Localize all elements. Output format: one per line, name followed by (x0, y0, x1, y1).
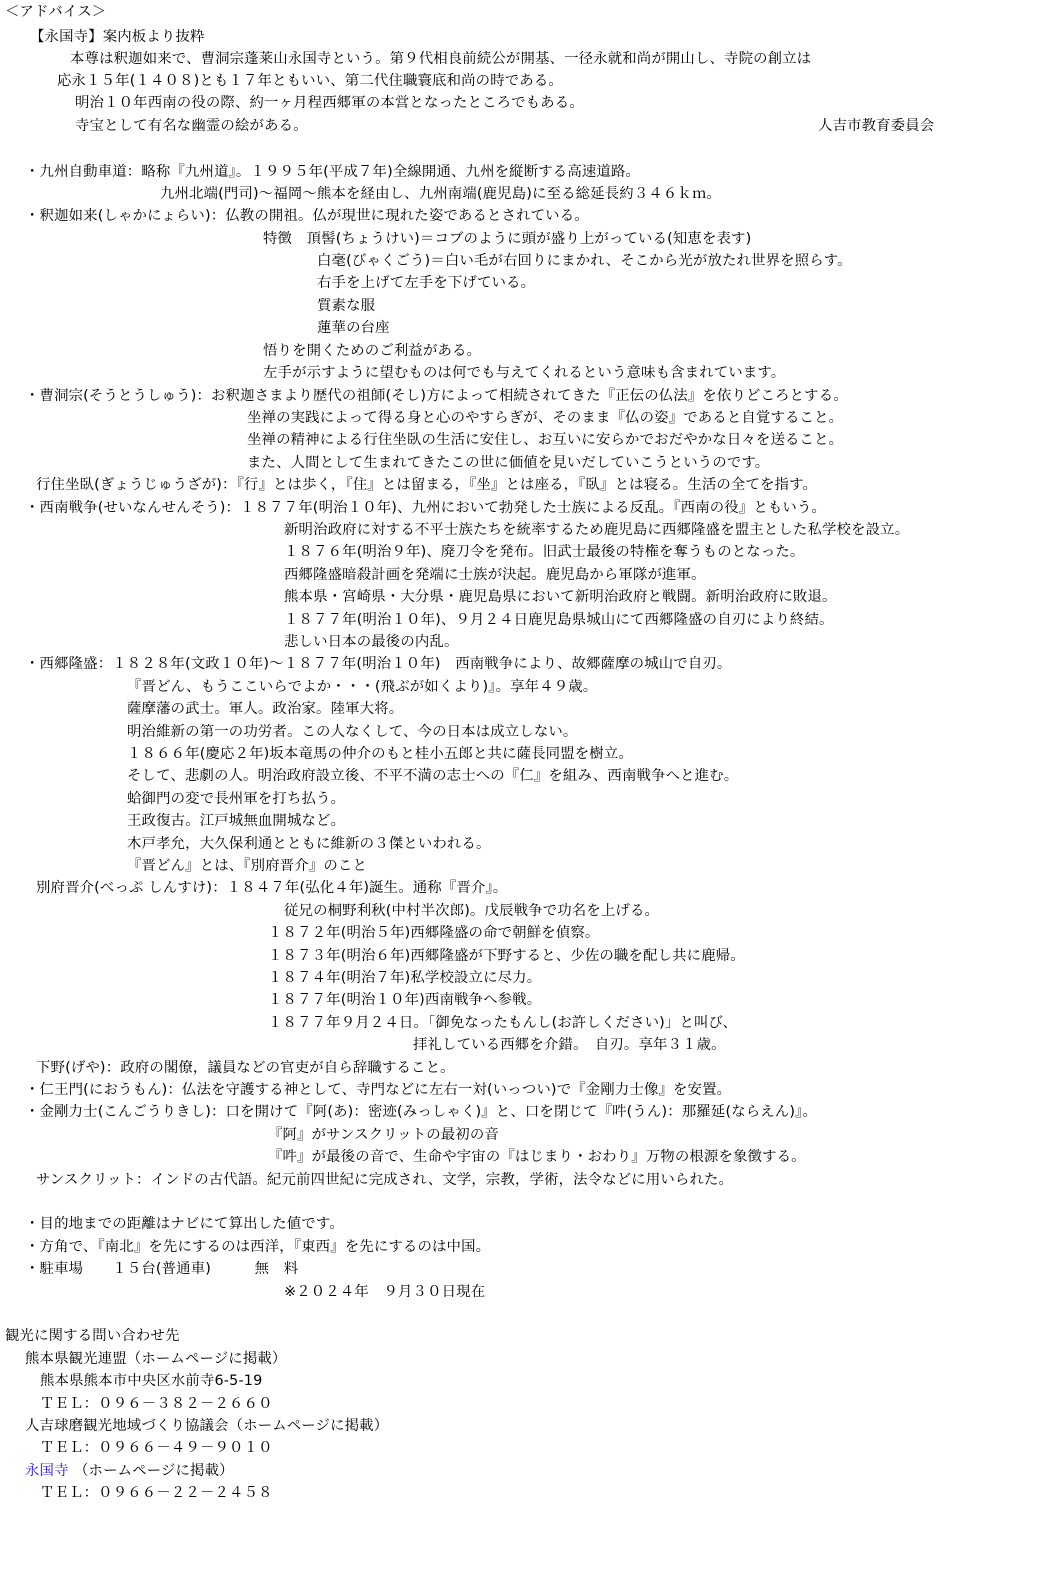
org2-name: 人吉球磨観光地域づくり協議会（ホームページに掲載） (25, 1418, 389, 1434)
note-line: 特徴 頂髻(ちょうけい)＝コブのように頭が盛り上がっている(知恵を表す) (263, 231, 752, 247)
note-line: 蓮華の台座 (317, 320, 390, 336)
note-line: ・釈迦如来(しゃかにょらい)：仏教の開祖。仏が現世に現れた姿であるとされている。 (25, 208, 589, 224)
contacts-heading: 観光に関する問い合わせ先 (5, 1328, 180, 1344)
note-line: 坐禅の実践によって得る身と心のやすらぎが、そのまま『仏の姿』であると自覚すること。 (247, 410, 844, 426)
note-line: ・西郷隆盛：１８２８年(文政１０年)～１８７７年(明治１０年) 西南戦争により、故郷薩摩の城山で自刃。 (25, 656, 732, 672)
note-line: 下野(げや)：政府の閣僚，議員などの官吏が自ら辞職すること。 (36, 1060, 455, 1076)
org1-name: 熊本県観光連盟（ホームページに掲載） (25, 1351, 287, 1367)
note-line: １８７６年(明治９年)、廃刀令を発布。旧武士最後の特権を奪うものとなった。 (284, 544, 805, 560)
note-line: ・曹洞宗(そうとうしゅう)：お釈迦さまより歴代の祖師(そし)方によって相続されてきた『正伝の仏法』を依りどころとする。 (25, 388, 848, 404)
eikokuji-link[interactable]: 永国寺 (25, 1463, 69, 1479)
note-line: 右手を上げて左手を下げている。 (317, 275, 536, 291)
note-line: 新明治政府に対する不平士族たちを統率するため鹿児島に西郷隆盛を盟主とした私学校を設立。 (284, 522, 910, 538)
note-line: ・西南戦争(せいなんせんそう)：１８７７年(明治１０年)、九州において勃発した士族による反乱。『西南の役』ともいう。 (25, 500, 827, 516)
note-line: 行住坐臥(ぎょうじゅうざが)：『行』とは歩く，『住』とは留まる，『坐』とは座る，『臥』とは寝る。生活の全てを指す。 (36, 477, 818, 493)
org2-tel: ＴＥＬ：０９６６－４９－９０１０ (40, 1440, 273, 1456)
note-line: 坐禅の精神による行住坐臥の生活に安住し、お互いに安らかでおだやかな日々を送ること。 (247, 432, 844, 448)
note-line: １８７４年(明治７年)私学校設立に尽力。 (268, 970, 542, 986)
note-line: 薩摩藩の武士。軍人。政治家。陸軍大将。 (127, 701, 404, 717)
note-line: 拝礼している西郷を介錯。 自刃。享年３１歳。 (413, 1037, 726, 1053)
note-line: 質素な服 (317, 298, 376, 314)
note-line: ・金剛力士(こんごうりきし)：口を開けて『阿(あ)：密迹(みっしゃく)』と、口を閉じて『吽(うん)：那羅延(ならえん)』。 (25, 1104, 818, 1120)
note-line: 蛤御門の変で長州軍を打ち払う。 (127, 791, 346, 807)
note-line: そして、悲劇の人。明治政府設立後、不平不満の志士への『仁』を組み、西南戦争へと進む。 (127, 768, 739, 784)
note-line: 九州北端(門司)～福岡～熊本を経由し、九州南端(鹿児島)に至る総延長約３４６ｋｍ。 (160, 186, 722, 202)
parking-line: ・駐車場 １５台(普通車) 無 料 (25, 1261, 299, 1277)
org3-tel: ＴＥＬ：０９６６－２２－２４５８ (40, 1485, 273, 1501)
note-line: ・仁王門(におうもん)：仏法を守護する神として、寺門などに左右一対(いっつい)で『金剛力士像』を安置。 (25, 1082, 732, 1098)
note-line: サンスクリット：インドの古代語。紀元前四世紀に完成され、文学，宗教，学術，法令などに用いられた。 (36, 1172, 734, 1188)
note-line: 明治維新の第一の功労者。この人なくして、今の日本は成立しない。 (127, 724, 578, 740)
note-line: １８７２年(明治５年)西郷隆盛の命で朝鮮を偵察。 (268, 925, 600, 941)
notice-line: 明治１０年西南の役の際、約一ヶ月程西郷軍の本営となったところでもある。 (75, 95, 584, 111)
note-line: 王政復古。江戸城無血開城など。 (127, 813, 346, 829)
note-line: 木戸孝允，大久保利通とともに維新の３傑といわれる。 (127, 836, 491, 852)
note-line: 『吽』が最後の音で、生命や宇宙の『はじまり・おわり』万物の根源を象徴する。 (268, 1149, 806, 1165)
note-line: １８７７年(明治１０年)、９月２４日鹿児島県城山にて西郷隆盛の自刃により終結。 (284, 612, 834, 628)
note-line: 別府晋介(べっぷ しんすけ)：１８４７年(弘化４年)誕生。通称『晋介』。 (36, 880, 508, 896)
notice-line: 応永１５年(１４０８)とも１７年ともいい、第二代住職寰底和尚の時である。 (57, 73, 563, 89)
as-of-date: ※２０２４年 ９月３０日現在 (284, 1284, 486, 1300)
note-line: また、人間として生まれてきたこの世に価値を見いだしていこうというのです。 (247, 455, 770, 471)
notice-signature: 人吉市教育委員会 (818, 118, 935, 134)
note-line: 従兄の桐野利秋(中村半次郎)。戊辰戦争で功名を上げる。 (284, 903, 660, 919)
note-line: 熊本県・宮崎県・大分県・鹿児島県において新明治政府と戦闘。新明治政府に敗退。 (284, 589, 837, 605)
note-line: 西郷隆盛暗殺計画を発端に士族が決起。鹿児島から軍隊が進軍。 (284, 567, 706, 583)
note-line: 『阿』がサンスクリットの最初の音 (268, 1127, 499, 1143)
remark-line: ・方角で、『南北』を先にするのは西洋，『東西』を先にするのは中国。 (25, 1239, 491, 1255)
note-line: ・九州自動車道：略称『九州道』。１９９５年(平成７年)全線開通、九州を縦断する高速道路。 (25, 164, 641, 180)
note-line: 『晋どん、もうここいらでよか・・・(飛ぶが如くより)』。享年４９歳。 (127, 679, 598, 695)
note-line: １８６６年(慶応２年)坂本竜馬の仲介のもと桂小五郎と共に薩長同盟を樹立。 (127, 746, 633, 762)
note-line: １８７７年９月２４日。「御免なったもんし(お許しください)」と叫び、 (268, 1015, 738, 1031)
note-line: １８７７年(明治１０年)西南戦争へ参戦。 (268, 992, 542, 1008)
advice-heading: ＜アドバイス＞ (5, 4, 107, 20)
org3-note: （ホームページに掲載） (74, 1463, 234, 1479)
note-line: 左手が示すように望むものは何でも与えてくれるという意味も含まれています。 (263, 365, 786, 381)
notice-line: 寺宝として有名な幽霊の絵がある。 (75, 118, 308, 134)
note-line: 悲しい日本の最後の内乱。 (284, 634, 459, 650)
remark-line: ・目的地までの距離はナビにて算出した値です。 (25, 1216, 344, 1232)
note-line: 『晋どん』とは、『別府晋介』のこと (127, 858, 367, 874)
note-line: 悟りを開くためのご利益がある。 (263, 343, 482, 359)
notice-line: 本尊は釈迦如来で、曹洞宗蓬莱山永国寺という。第９代相良前続公が開基、一径永就和尚が開山し、寺院の創立は (70, 51, 812, 67)
notice-title: 【永国寺】案内板より抜粋 (30, 29, 205, 45)
org1-tel: ＴＥＬ：０９６－３８２－２６６０ (40, 1396, 273, 1412)
note-line: 白毫(びゃくごう)＝白い毛が右回りにまかれ、そこから光が放たれ世界を照らす。 (317, 253, 852, 269)
note-line: １８７３年(明治６年)西郷隆盛が下野すると、少佐の職を配し共に鹿帰。 (268, 948, 745, 964)
org1-address: 熊本県熊本市中央区水前寺6-5-19 (40, 1373, 263, 1389)
